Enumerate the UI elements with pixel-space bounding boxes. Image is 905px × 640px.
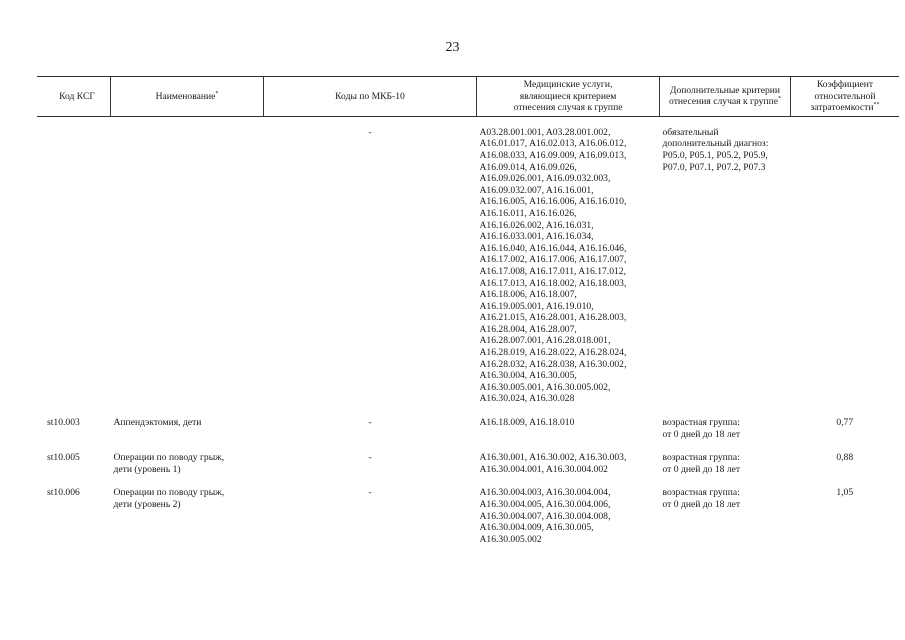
mkb-cell bbox=[264, 440, 477, 475]
criteria-line: от 0 дней до 18 лет bbox=[662, 499, 741, 510]
service-codes-line: A16.17.002, A16.17.006, A16.17.007, bbox=[479, 254, 627, 266]
service-codes-line: A16.30.004.007, A16.30.004.008, bbox=[479, 510, 611, 522]
service-codes-line: A16.30.004.005, A16.30.004.006, bbox=[479, 499, 611, 510]
service-codes-line: A16.28.004, A16.28.007, bbox=[479, 323, 577, 335]
name-line: Операции по поводу грыж, bbox=[113, 487, 225, 499]
coefficient-cell bbox=[791, 405, 900, 440]
service-codes-line: A16.17.008, A16.17.011, A16.17.012, bbox=[479, 265, 626, 277]
table-header bbox=[37, 77, 899, 117]
header-code-text: Код КСГ bbox=[59, 90, 95, 102]
header-criteria-line: отнесения случая к группе bbox=[669, 96, 778, 108]
services-cell bbox=[477, 116, 660, 405]
criteria-cell bbox=[660, 405, 791, 440]
ksg-code: st10.005 bbox=[47, 452, 80, 464]
coefficient-value: 0,88 bbox=[836, 452, 854, 464]
service-codes-line: A16.09.032.007, A16.16.001, bbox=[479, 184, 594, 196]
name-line: Операции по поводу грыж, bbox=[113, 452, 225, 464]
service-codes-line: A16.21.015, A16.28.001, A16.28.003, bbox=[479, 312, 627, 324]
service-codes-line: A16.28.019, A16.28.022, A16.28.024, bbox=[479, 347, 627, 359]
ksg-code: st10.006 bbox=[47, 487, 80, 499]
header-criteria bbox=[660, 77, 791, 117]
header-coef-footnote-mark: ** bbox=[873, 102, 880, 108]
service-codes-line: A16.30.004, A16.30.005, bbox=[479, 370, 577, 382]
name-line: дети (уровень 2) bbox=[113, 499, 181, 510]
service-codes-line: A16.18.009, A16.18.010 bbox=[479, 417, 575, 429]
services-cell bbox=[477, 475, 660, 545]
service-codes-line: A16.30.004.009, A16.30.005, bbox=[479, 522, 594, 534]
criteria-line: от 0 дней до 18 лет bbox=[662, 428, 741, 440]
ksg-code-cell bbox=[37, 116, 111, 405]
service-codes-line: A16.30.004.001, A16.30.004.002 bbox=[479, 463, 608, 475]
name-cell bbox=[111, 405, 264, 440]
mkb-cell bbox=[264, 475, 477, 545]
ksg-code-cell bbox=[37, 440, 111, 475]
header-name-footnote-mark: * bbox=[215, 90, 219, 97]
ksg-table bbox=[37, 76, 899, 545]
header-criteria-line: Дополнительные критерии bbox=[669, 84, 781, 96]
criteria-line: от 0 дней до 18 лет bbox=[662, 463, 741, 475]
service-codes-line: A16.28.007.001, A16.28.018.001, bbox=[479, 335, 611, 347]
header-mkb bbox=[264, 77, 477, 117]
header-services-line: являющиеся критерием bbox=[519, 90, 617, 102]
criteria-line: P05.0, P05.1, P05.2, P05.9, bbox=[662, 149, 768, 161]
header-row bbox=[37, 77, 899, 117]
table-row bbox=[37, 405, 899, 440]
ksg-table-container bbox=[37, 76, 880, 545]
header-criteria-footnote-mark: * bbox=[777, 96, 781, 103]
service-codes-line: A16.09.014, A16.09.026, bbox=[479, 161, 577, 173]
header-code bbox=[37, 77, 111, 117]
coefficient-value: 1,05 bbox=[836, 487, 854, 499]
coefficient-value: 0,77 bbox=[836, 417, 854, 429]
criteria-cell bbox=[660, 475, 791, 545]
mkb-codes: - bbox=[368, 452, 372, 464]
services-cell bbox=[477, 440, 660, 475]
service-codes-line: A16.30.005.001, A16.30.005.002, bbox=[479, 381, 611, 393]
name-line: дети (уровень 1) bbox=[113, 463, 181, 475]
table-body bbox=[37, 116, 899, 545]
name-cell bbox=[111, 440, 264, 475]
table-row bbox=[37, 475, 899, 545]
service-codes-line: A16.19.005.001, A16.19.010, bbox=[479, 300, 594, 312]
mkb-cell bbox=[264, 116, 477, 405]
service-codes-line: A16.30.024, A16.30.028 bbox=[479, 393, 575, 405]
table-row bbox=[37, 116, 899, 405]
header-coef-line: Коэффициент bbox=[816, 79, 874, 90]
criteria-line: обязательный bbox=[662, 126, 719, 138]
table-row bbox=[37, 440, 899, 475]
service-codes-line: A16.16.040, A16.16.044, A16.16.046, bbox=[479, 242, 627, 254]
ksg-code-cell bbox=[37, 475, 111, 545]
service-codes-line: A16.30.005.002 bbox=[479, 533, 542, 545]
name-cell bbox=[111, 116, 264, 405]
page-number: 23 bbox=[445, 40, 460, 55]
services-cell bbox=[477, 405, 660, 440]
header-coefficient bbox=[791, 77, 900, 117]
header-mkb-text: Коды по МКБ-10 bbox=[335, 90, 405, 102]
mkb-codes: - bbox=[368, 487, 372, 499]
criteria-line: дополнительный диагноз: bbox=[662, 138, 769, 150]
service-codes-line: A03.28.001.001, A03.28.001.002, bbox=[479, 126, 611, 138]
service-codes-line: A16.08.033, A16.09.009, A16.09.013, bbox=[479, 149, 627, 161]
service-codes-line: A16.18.006, A16.18.007, bbox=[479, 289, 577, 301]
coefficient-cell bbox=[791, 440, 900, 475]
name-cell bbox=[111, 475, 264, 545]
criteria-line: возрастная группа: bbox=[662, 452, 740, 464]
criteria-line: P07.0, P07.1, P07.2, P07.3 bbox=[662, 161, 766, 173]
header-services-line: Медицинские услуги, bbox=[523, 79, 613, 90]
header-services-line: отнесения случая к группе bbox=[513, 102, 623, 114]
service-codes-line: A16.09.026.001, A16.09.032.003, bbox=[479, 173, 611, 185]
service-codes-line: A16.16.011, A16.16.026, bbox=[479, 207, 577, 219]
mkb-cell bbox=[264, 405, 477, 440]
service-codes-line: A16.16.005, A16.16.006, A16.16.010, bbox=[479, 196, 627, 208]
criteria-line: возрастная группа: bbox=[662, 417, 740, 429]
mkb-codes: - bbox=[368, 126, 372, 138]
service-codes-line: A16.28.032, A16.28.038, A16.30.002, bbox=[479, 358, 627, 370]
header-services bbox=[477, 77, 660, 117]
header-coef-line: затратоемкости bbox=[810, 102, 874, 114]
service-codes-line: A16.17.013, A16.18.002, A16.18.003, bbox=[479, 277, 627, 289]
coefficient-cell bbox=[791, 116, 900, 405]
coefficient-cell bbox=[791, 475, 900, 545]
criteria-cell bbox=[660, 116, 791, 405]
header-name-text: Наименование bbox=[155, 90, 216, 102]
service-codes-line: A16.30.001, A16.30.002, A16.30.003, bbox=[479, 452, 627, 464]
criteria-line: возрастная группа: bbox=[662, 487, 740, 499]
ksg-code: st10.003 bbox=[47, 417, 80, 429]
header-coef-line: относительной bbox=[814, 90, 876, 102]
mkb-codes: - bbox=[368, 417, 372, 429]
service-codes-line: A16.01.017, A16.02.013, A16.06.012, bbox=[479, 138, 627, 150]
ksg-code-cell bbox=[37, 405, 111, 440]
service-codes-line: A16.16.026.002, A16.16.031, bbox=[479, 219, 594, 231]
criteria-cell bbox=[660, 440, 791, 475]
service-codes-line: A16.30.004.003, A16.30.004.004, bbox=[479, 487, 611, 499]
header-name bbox=[111, 77, 264, 117]
service-codes-line: A16.16.033.001, A16.16.034, bbox=[479, 231, 594, 243]
name-line: Аппендэктомия, дети bbox=[113, 417, 202, 429]
